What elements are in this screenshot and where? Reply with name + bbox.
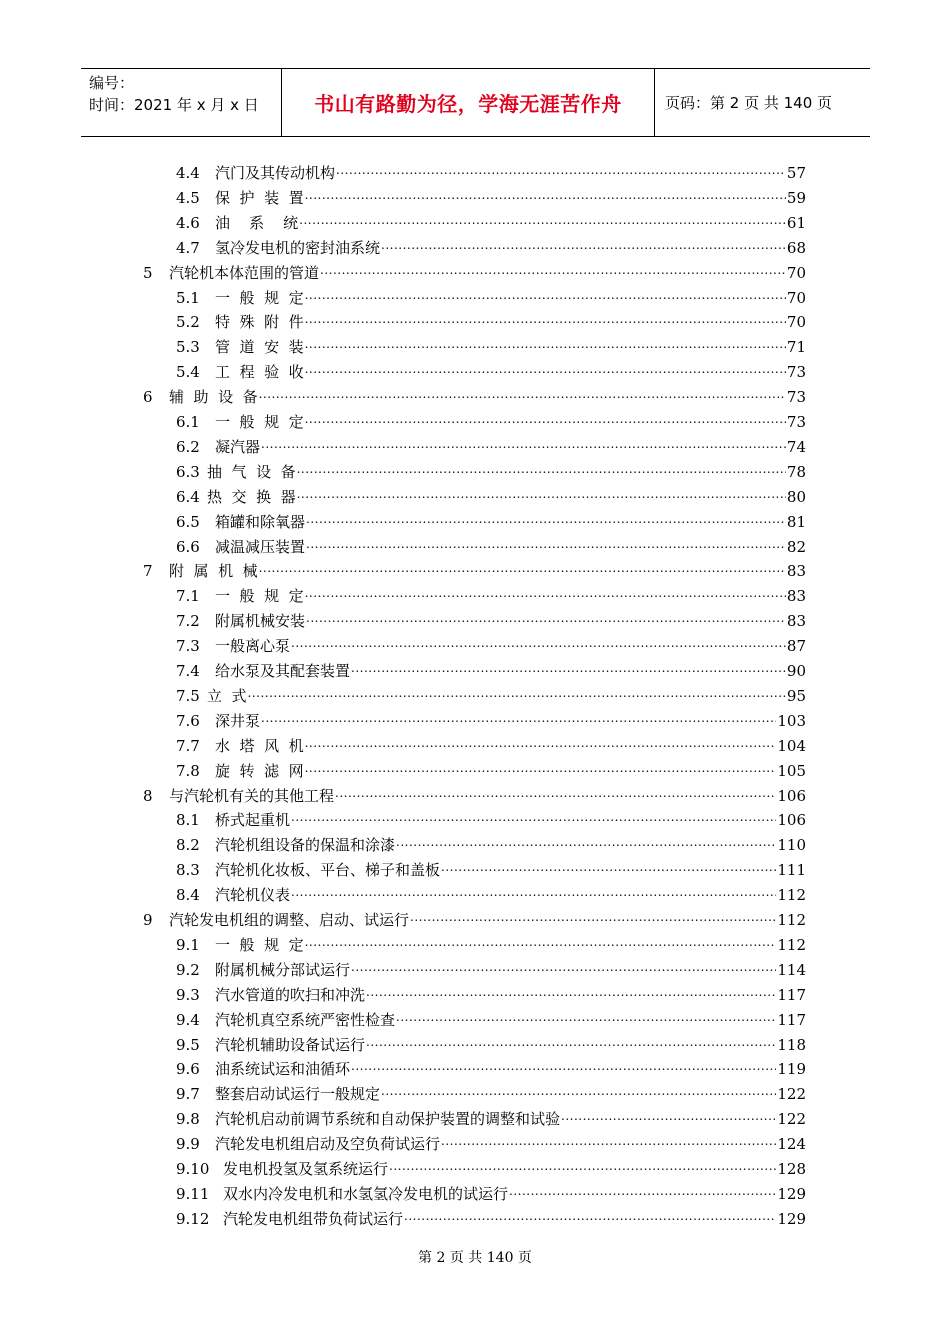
toc-page-number: 106 [777,811,806,830]
toc-leader [297,458,786,479]
toc-page-number: 104 [777,736,806,755]
toc-leader [291,806,776,827]
toc-page-number: 110 [777,836,806,855]
toc-title: 双水内冷发电机和水氢氢冷发电机的试运行 [223,1184,509,1203]
toc-leader [441,1130,776,1151]
toc-page-number: 129 [777,1184,806,1203]
toc-leader [297,483,786,504]
toc-entry[interactable] [176,981,806,1005]
toc-page-number: 122 [777,1085,806,1104]
toc-page-number: 82 [786,537,806,556]
code-label: 编号： [89,74,135,92]
toc-leader [261,707,776,728]
toc-entry[interactable] [176,732,806,756]
toc-entry[interactable] [176,209,806,233]
toc-title: 减温减压装置 [215,537,306,556]
toc-title: 整套启动试运行一般规定 [215,1085,381,1104]
toc-title: 保 护 装 置 [215,188,304,207]
toc-number: 4.7 [176,238,200,257]
toc-entry[interactable] [143,906,806,930]
toc-leader [335,782,776,803]
toc-page-number: 80 [786,487,806,506]
toc-entry[interactable] [176,607,806,631]
toc-page-number: 70 [786,313,806,332]
toc-entry[interactable] [176,831,806,855]
toc-title: 一 般 规 定 [215,413,304,431]
toc-leader [305,308,786,329]
toc-entry[interactable] [176,757,806,781]
toc-title: 附 属 机 械 [169,562,258,581]
toc-entry[interactable] [176,1130,806,1154]
toc-entry[interactable] [176,1080,806,1104]
toc-title: 与汽轮机有关的其他工程 [169,786,335,805]
toc-number: 9.5 [176,1035,200,1054]
toc-leader [305,333,786,354]
toc-entry[interactable] [176,333,806,357]
toc-title: 一 般 规 定 [215,935,304,954]
toc-title: 附属机械安装 [215,612,306,631]
toc-title: 旋 转 滤 网 [215,761,304,780]
toc-leader [305,757,777,778]
toc-entry[interactable] [176,433,806,457]
toc-entry[interactable] [176,284,806,308]
toc-number: 7.3 [176,637,200,656]
toc-title: 箱罐和除氧器 [215,512,306,531]
toc-title: 凝汽器 [215,437,261,456]
toc-page-number: 119 [777,1060,806,1079]
toc-page-number: 111 [777,861,806,880]
toc-title: 汽轮机化妆板、平台、梯子和盖板 [215,861,441,880]
toc-title: 一 般 规 定 [215,288,304,307]
toc-number: 6.4 [176,487,200,506]
toc-page-number: 117 [777,1010,806,1029]
toc-number: 9.12 [176,1209,210,1228]
toc-entry[interactable] [176,956,806,980]
toc-number: 5.2 [176,313,200,332]
toc-entry[interactable] [176,308,806,332]
toc-number: 7.6 [176,711,200,730]
toc-title: 热 交 换 器 [207,487,296,506]
toc-leader [305,931,777,952]
toc-page-number: 128 [777,1160,806,1178]
toc-page-number: 68 [786,238,806,257]
toc-number: 6.6 [176,537,200,556]
toc-title: 汽轮机组设备的保温和涂漆 [215,836,396,855]
toc-title: 抽 气 设 备 [207,462,296,481]
toc-leader [305,408,786,429]
toc-number: 4.6 [176,213,200,232]
toc-number: 9.11 [176,1184,210,1203]
toc-number: 5.1 [176,288,200,307]
toc-leader [306,607,786,628]
toc-page-number: 59 [786,188,806,207]
toc-number: 5.3 [176,338,200,357]
toc-number: 7.8 [176,761,200,780]
toc-title: 辅 助 设 备 [169,388,258,407]
toc-leader [291,632,786,653]
toc-page-number: 81 [786,512,806,531]
toc-entry[interactable] [176,582,806,606]
toc-entry[interactable] [176,682,806,706]
toc-number: 9.2 [176,960,200,979]
toc-page-number: 71 [786,338,806,357]
toc-entry[interactable] [176,184,806,208]
toc-number: 6.1 [176,413,200,431]
toc-entry[interactable] [143,259,806,283]
toc-entry[interactable] [176,1105,806,1129]
toc-entry[interactable] [176,1205,806,1229]
toc-leader [396,831,776,852]
toc-entry[interactable] [143,383,806,407]
toc-entry[interactable] [176,483,806,507]
toc-leader [305,732,777,753]
toc-number: 9 [143,911,153,929]
toc-title: 汽轮机本体范围的管道 [169,263,320,282]
toc-number: 6 [143,388,153,407]
toc-leader [291,881,776,902]
time-label: 时间：2021 年 x 月 x 日 [89,96,259,114]
toc-entry[interactable] [176,358,806,382]
toc-title: 工 程 验 收 [215,363,304,382]
toc-entry[interactable] [176,234,806,258]
page-header [81,68,870,137]
toc-leader [366,1031,776,1052]
toc-title: 桥式起重机 [215,811,291,830]
toc-page-number: 95 [786,686,806,705]
toc-page-number: 73 [786,413,806,431]
toc-title: 油 系 统 [215,213,299,232]
toc-leader [305,358,786,379]
toc-title: 一般离心泵 [215,637,291,656]
toc-leader [351,657,786,678]
toc-page-number: 105 [777,761,806,780]
toc-leader [248,682,786,703]
toc-number: 9.6 [176,1060,200,1079]
toc-number: 7.4 [176,662,200,680]
toc-number: 6.5 [176,512,200,531]
toc-entry[interactable] [176,1006,806,1030]
toc-number: 4.5 [176,188,200,207]
toc-number: 8.2 [176,836,200,855]
toc-title: 立 式 [207,686,247,705]
toc-leader [306,508,786,529]
toc-title: 汽轮机仪表 [215,886,291,905]
toc-leader [441,856,776,877]
toc-title: 水 塔 风 机 [215,736,304,755]
toc-number: 7.2 [176,612,200,631]
toc-number: 6.3 [176,462,200,481]
toc-entry[interactable] [176,159,806,183]
toc-entry[interactable] [176,806,806,830]
toc-entry[interactable] [176,508,806,532]
toc-page-number: 70 [786,263,806,282]
toc-title: 附属机械分部试运行 [215,960,351,979]
toc-number: 7.5 [176,686,200,705]
toc-title: 汽轮机真空系统严密性检查 [215,1010,396,1029]
toc-number: 5.4 [176,363,200,382]
toc-entry[interactable] [176,707,806,731]
toc-number: 8 [143,786,153,805]
header-motto: 书山有路勤为径，学海无涯苦作舟 [282,69,655,136]
toc-entry[interactable] [176,657,806,681]
toc-leader [381,234,786,255]
toc-leader [320,259,786,280]
toc-title: 汽轮发电机组带负荷试运行 [223,1209,404,1228]
toc-page-number: 73 [786,363,806,382]
toc-number: 9.1 [176,935,200,954]
toc-leader [305,582,786,603]
toc-leader [306,533,786,554]
toc-page-number: 70 [786,288,806,307]
toc-title: 汽轮机启动前调节系统和自动保护装置的调整和试验 [215,1110,561,1129]
toc-number: 8.1 [176,811,200,830]
toc-number: 7 [143,562,153,581]
toc-title: 汽水管道的吹扫和冲洗 [215,985,366,1004]
toc-title: 汽轮发电机组启动及空负荷试运行 [215,1135,441,1154]
toc-leader [561,1105,776,1126]
toc-leader [396,1006,776,1027]
toc-number: 7.7 [176,736,200,755]
toc-leader [336,159,786,180]
toc-entry[interactable] [176,931,806,955]
toc-page-number: 73 [786,388,806,407]
toc-number: 5 [143,263,153,282]
toc-number: 8.3 [176,861,200,880]
toc-page-number: 129 [777,1209,806,1228]
toc-number: 7.1 [176,587,200,606]
toc-number: 9.9 [176,1135,200,1154]
toc-entry[interactable] [176,533,806,557]
toc-title: 管 道 安 装 [215,338,304,357]
toc-number: 9.10 [176,1160,210,1178]
toc-entry[interactable] [176,1180,806,1204]
toc-page-number: 90 [786,662,806,680]
toc-title: 特 殊 附 件 [215,313,304,332]
toc-leader [305,284,786,305]
toc-page-number: 83 [786,612,806,631]
toc-title: 给水泵及其配套装置 [215,662,351,680]
toc-entry[interactable] [176,1155,806,1179]
toc-title: 发电机投氢及氢系统运行 [223,1160,389,1178]
header-meta [81,69,282,136]
toc-leader [381,1080,776,1101]
toc-entry[interactable] [176,632,806,656]
toc-leader [410,906,776,927]
toc-leader [299,209,786,230]
toc-number: 9.4 [176,1010,200,1029]
toc-entry[interactable] [176,1031,806,1055]
toc-page-number: 83 [786,587,806,606]
toc-entry[interactable] [176,458,806,482]
toc-entry[interactable] [176,408,806,432]
toc-title: 一 般 规 定 [215,587,304,606]
toc-page-number: 83 [786,562,806,581]
toc-page-number: 87 [786,637,806,656]
toc-entry[interactable] [143,557,806,581]
toc-number: 6.2 [176,437,200,456]
toc-number: 9.7 [176,1085,200,1104]
toc-number: 8.4 [176,886,200,905]
header-page-info: 页码：第 2 页 共 140 页 [665,94,833,112]
toc-page-number: 124 [777,1135,806,1154]
toc-entry[interactable] [143,782,806,806]
toc-leader [366,981,776,1002]
toc-page-number: 103 [777,711,806,730]
toc-entry[interactable] [176,1055,806,1079]
toc-title: 深井泵 [215,711,261,730]
toc-number: 9.3 [176,985,200,1004]
toc-leader [404,1205,776,1226]
toc-page-number: 57 [786,164,806,182]
toc-leader [261,433,786,454]
toc-title: 汽门及其传动机构 [215,164,336,182]
toc-page-number: 112 [777,911,806,929]
toc-number: 9.8 [176,1110,200,1129]
toc-number: 4.4 [176,164,200,182]
toc-page-number: 118 [777,1035,806,1054]
toc-page-number: 122 [777,1110,806,1129]
toc-title: 氢冷发电机的密封油系统 [215,238,381,257]
toc-leader [305,184,786,205]
toc-title: 油系统试运和油循环 [215,1060,351,1079]
toc-page-number: 112 [777,935,806,954]
toc-leader [509,1180,776,1201]
toc-entry[interactable] [176,856,806,880]
toc-page-number: 78 [786,462,806,481]
toc-title: 汽轮机辅助设备试运行 [215,1035,366,1054]
toc-page-number: 106 [777,786,806,805]
toc-leader [389,1155,776,1176]
toc-page-number: 114 [777,960,806,979]
toc-leader [259,383,786,404]
toc-page-number: 112 [777,886,806,905]
toc-leader [259,557,786,578]
toc-entry[interactable] [176,881,806,905]
toc-leader [351,1055,776,1076]
toc-title: 汽轮发电机组的调整、启动、试运行 [169,911,410,929]
page-footer: 第 2 页 共 140 页 [418,1250,532,1266]
toc-leader [351,956,776,977]
toc-page-number: 61 [786,213,806,232]
toc-page-number: 74 [786,437,806,456]
toc-page-number: 117 [777,985,806,1004]
